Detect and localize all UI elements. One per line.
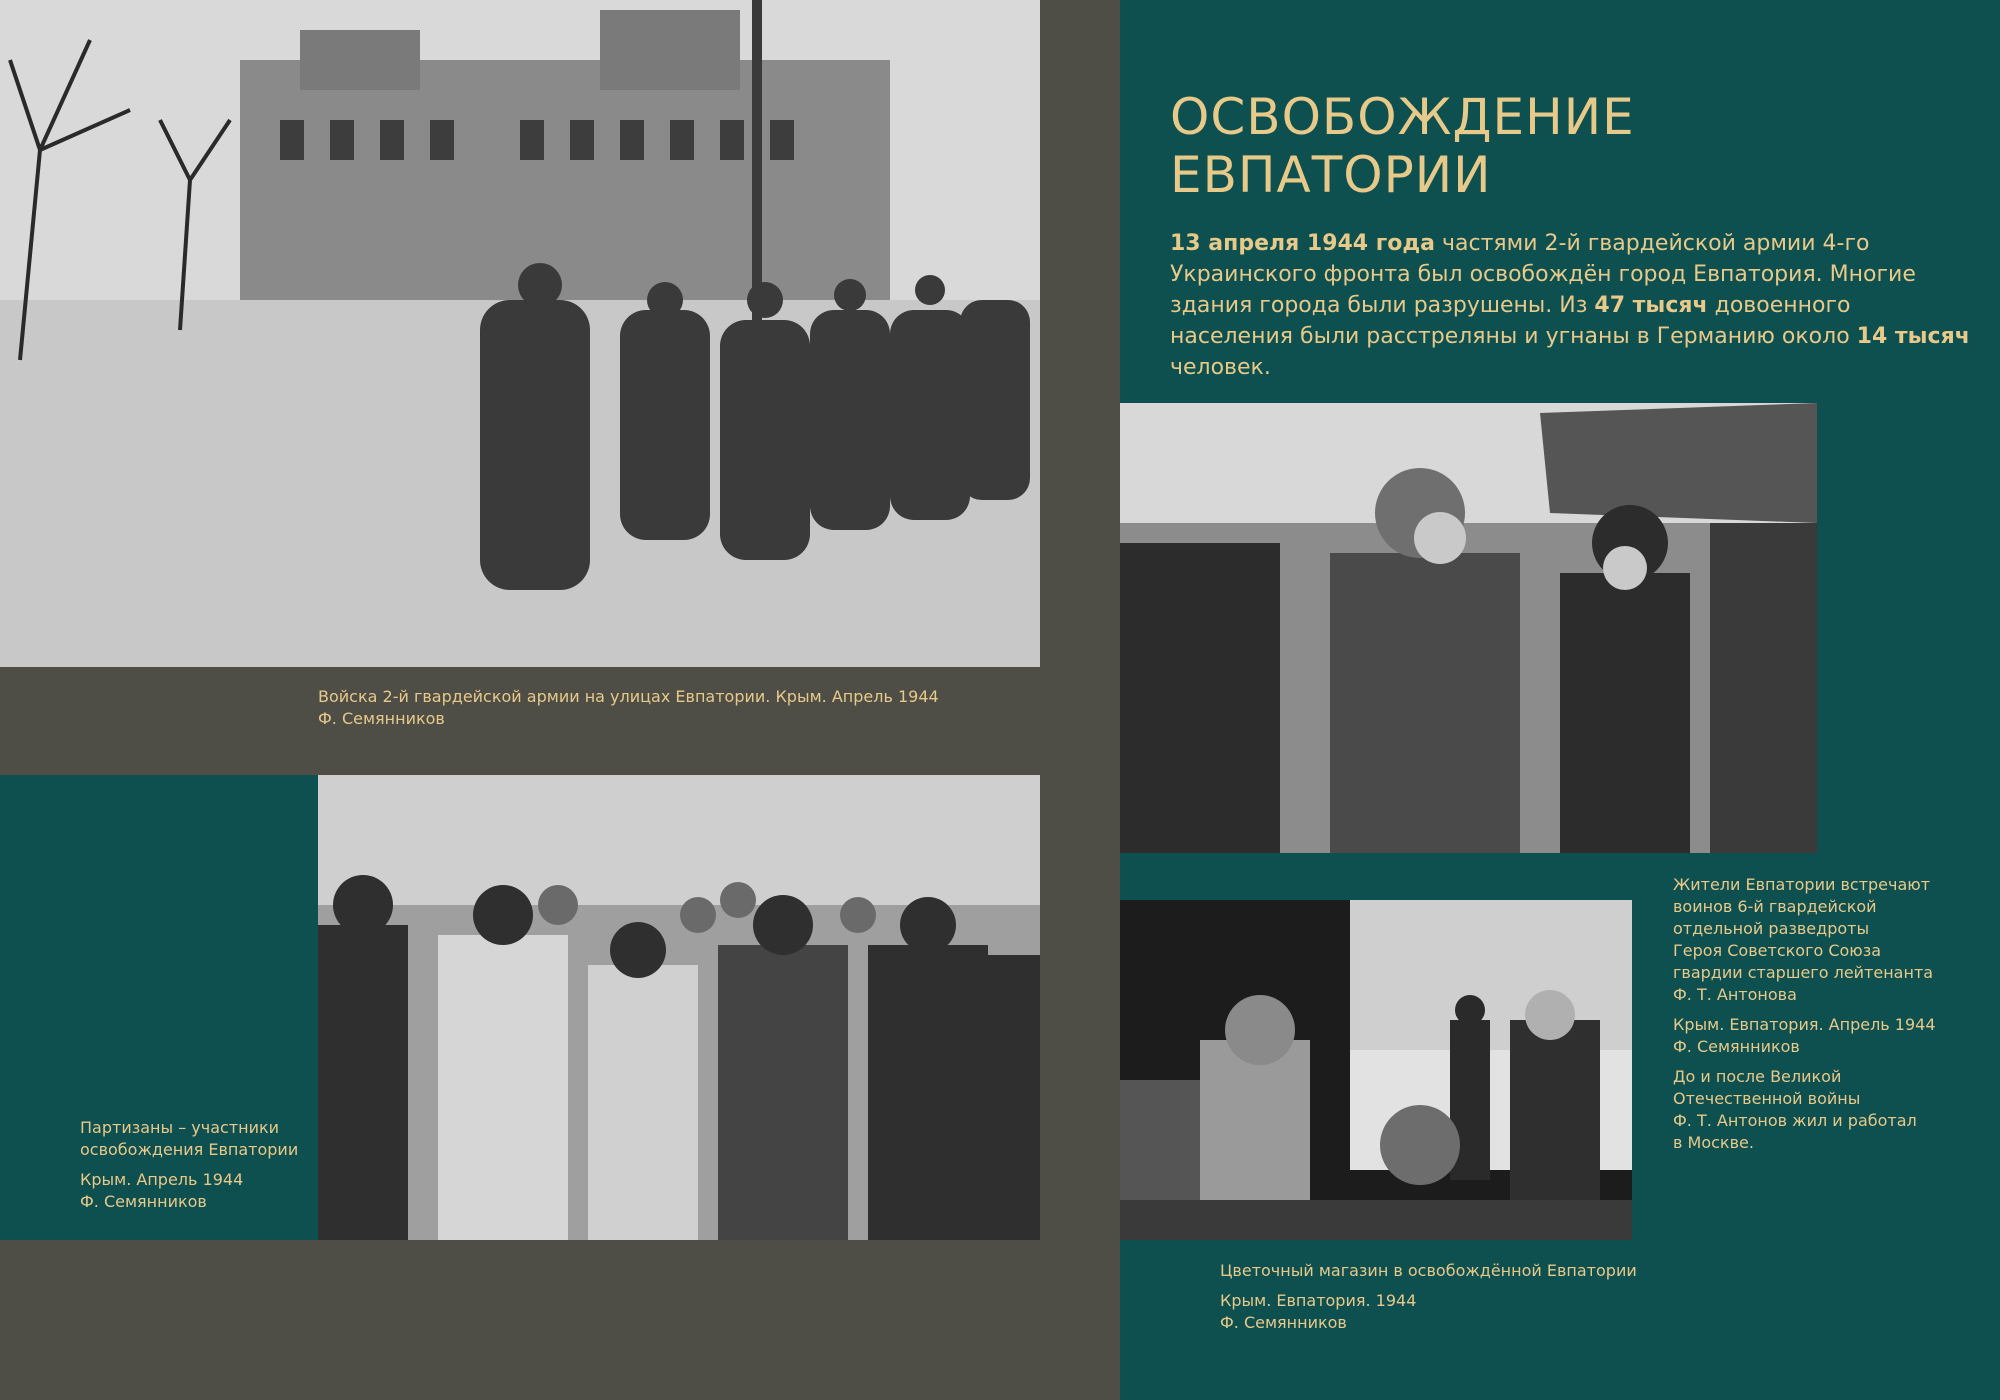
partisans-caption-line2: освобождения Евпатории xyxy=(80,1140,299,1159)
residents-note-line-3: Ф. Т. Антонов жил и работал xyxy=(1673,1111,1917,1130)
partisans-photo-illustration xyxy=(318,775,1040,1240)
troops-caption-text: Войска 2-й гвардейской армии на улицах Евпатории. Крым. Апрель 1944 xyxy=(318,687,939,706)
residents-caption-line-5: гвардии старшего лейтенанта xyxy=(1673,963,1934,982)
residents-note-line-1: До и после Великой xyxy=(1673,1067,1842,1086)
intro-population: 47 тысяч xyxy=(1594,293,1708,318)
partisans-caption xyxy=(80,1117,310,1213)
intro-text-1: частями 2-й гвардейской армии 4-го Украинского фронта был освобождён город Евпатория. Многие здания города были разрушены. Из xyxy=(1170,231,1916,318)
flower-shop-caption xyxy=(1220,1260,1820,1334)
residents-caption-line-1: Жители Евпатории встречают xyxy=(1673,875,1931,894)
residents-caption-place: Крым. Евпатория. Апрель 1944 xyxy=(1673,1015,1936,1034)
residents-note-line-4: в Москве. xyxy=(1673,1133,1754,1152)
left-bottom-olive-panel xyxy=(0,1240,1120,1400)
intro-paragraph xyxy=(1170,228,1980,383)
flower-shop-caption-text: Цветочный магазин в освобождённой Евпатории xyxy=(1220,1261,1637,1280)
flower-shop-caption-author: Ф. Семянников xyxy=(1220,1313,1347,1332)
troops-caption-author: Ф. Семянников xyxy=(318,709,445,728)
troops-photo-illustration xyxy=(0,0,1040,667)
troops-caption xyxy=(318,686,1078,730)
intro-date: 13 апреля 1944 года xyxy=(1170,231,1435,256)
residents-caption-line-4: Героя Советского Союза xyxy=(1673,941,1882,960)
partisans-caption-line1: Партизаны – участники xyxy=(80,1118,280,1137)
flower-shop-caption-place: Крым. Евпатория. 1944 xyxy=(1220,1291,1417,1310)
intro-text-3: человек. xyxy=(1170,355,1271,380)
page-title-line1: ОСВОБОЖДЕНИЕ xyxy=(1170,88,1635,146)
partisans-photo xyxy=(318,775,1040,1240)
partisans-caption-place: Крым. Апрель 1944 xyxy=(80,1170,244,1189)
troops-marching-photo xyxy=(0,0,1040,667)
residents-photo-illustration xyxy=(1120,403,1817,853)
residents-caption-line-2: воинов 6-й гвардейской xyxy=(1673,897,1877,916)
intro-victims: 14 тысяч xyxy=(1856,324,1970,349)
flower-shop-photo-illustration xyxy=(1120,900,1632,1240)
page-title-line2: ЕВПАТОРИИ xyxy=(1170,146,1492,204)
partisans-caption-author: Ф. Семянников xyxy=(80,1192,207,1211)
page-title xyxy=(1170,88,1970,204)
residents-greeting-photo xyxy=(1120,403,1817,853)
flower-shop-photo xyxy=(1120,900,1632,1240)
residents-note-line-2: Отечественной войны xyxy=(1673,1089,1861,1108)
residents-caption xyxy=(1673,874,1973,1154)
residents-caption-line-3: отдельной разведроты xyxy=(1673,919,1870,938)
residents-caption-line-6: Ф. Т. Антонова xyxy=(1673,985,1797,1004)
residents-caption-author: Ф. Семянников xyxy=(1673,1037,1800,1056)
intro-text-2: довоенного населения были расстреляны и угнаны в Германию около xyxy=(1170,293,1857,349)
